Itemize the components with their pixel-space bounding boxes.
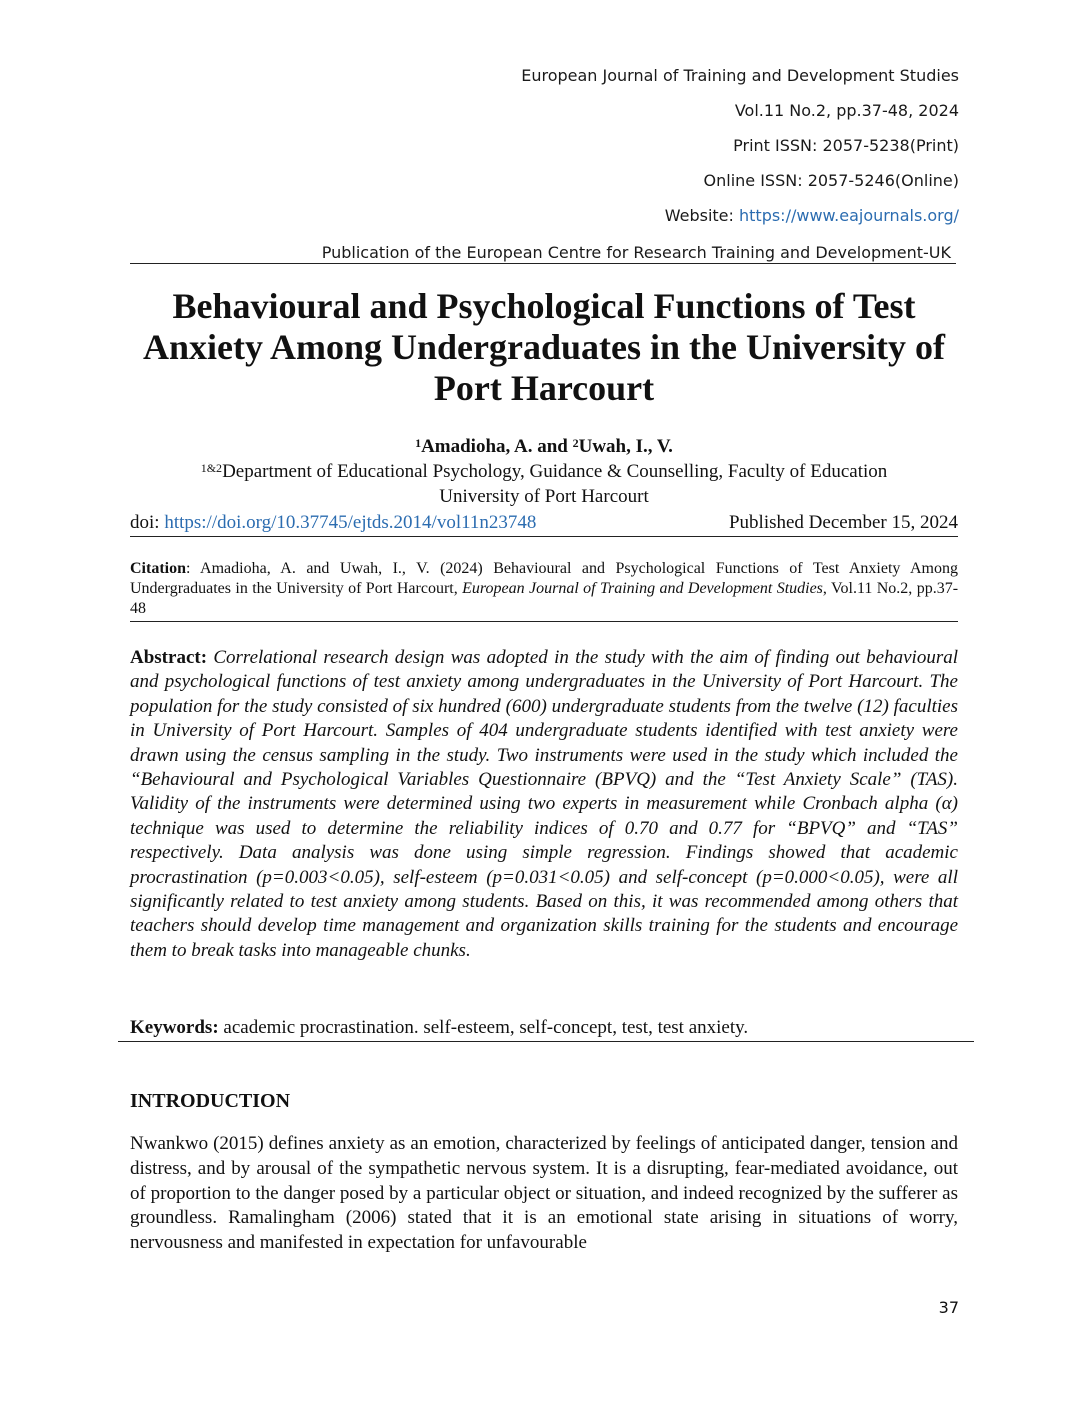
website-line [665,206,959,226]
author-block [130,434,958,509]
doi-left [130,511,536,535]
paper-title: Behavioural and Psychological Functions of Test Anxiety Among Undergraduates in the University of Port Harcourt [143,286,945,408]
keywords-block [130,1016,958,1040]
citation-block [130,559,958,619]
citation-text2: , Vol.11 No.2, pp.37-48 [130,580,959,617]
citation-rule [130,621,958,622]
keywords-text: academic procrastination. self-esteem, self-concept, test, test anxiety. [218,1017,749,1038]
website-link[interactable]: https://www.eajournals.org/ [739,206,959,225]
section-heading: INTRODUCTION [130,1090,291,1112]
website-label: Website: [664,206,739,225]
keywords-rule [118,1041,974,1042]
author2-name: Uwah, I., V. [578,436,673,457]
affiliation-line [130,459,958,484]
doi-link[interactable]: https://doi.org/10.37745/ejtds.2014/vol11n23748 [164,512,537,533]
keywords-label: Keywords: [130,1017,219,1038]
published-date: Published December 15, 2024 [728,512,958,533]
abstract-text: Correlational research design was adopted in the study with the aim of finding out behavioural and psychological functions of test anxiety among undergraduates in the University of Port Harcourt. The population for the study consisted of six hundred (600) undergraduate students from the twelve (12) faculties in University of Port Harcourt. Samples of 404 undergraduate students identified with test anxiety were drawn using the census sampling in the study. Two instruments were used in the study which included the “Behavioural and Psychological Variables Questionnaire (BPVQ) and the “Test Anxiety Scale” (TAS). Validity of the instruments were determined using two experts in measurement while Cronbach alpha (α) technique was used to determine the reliability indices of 0.70 and 0.77 for “BPVQ” and “TAS” respectively. Data analysis was done using simple regression. Findings showed that academic procrastination (p=0.003<0.05), self-esteem (p=0.031<0.05) and self-concept (p=0.000<0.05), were all significantly related to test anxiety among students. Based on this, it was recommended among others that teachers should develop time management and organization skills training for the students and encourage them to break tasks into manageable chunks. [130,647,958,961]
author2-sup: 2 [572,436,579,450]
header-rule [130,263,956,264]
author1-name: Amadioha, A. and [421,436,573,457]
abstract-block [130,646,958,963]
citation-journal: European Journal of Training and Development Studies [462,580,823,597]
doi-rule [130,536,958,537]
affiliation-text: Department of Educational Psychology, Guidance & Counselling, Faculty of Education [222,461,888,482]
intro-paragraph: Nwankwo (2015) defines anxiety as an emotion, characterized by feelings of anticipated danger, tension and distress, and by arousal of the sympathetic nervous system. It is a disrupting, fear-mediated avoidance, out of proportion to the danger posed by a particular object or situation, and indeed recognized by the sufferer as groundless. Ramalingham (2006) stated that it is an emotional state arising in situations of worry, nervousness and manifested in expectation for unfavourable [130,1133,958,1254]
print-issn: Print ISSN: 2057-5238(Print) [733,136,959,155]
abstract-label: Abstract: [130,647,208,668]
citation-label: Citation [130,560,186,577]
publisher-line: Publication of the European Centre for Research Training and Development-UK [321,243,951,262]
volume-info: Vol.11 No.2, pp.37-48, 2024 [734,101,959,120]
page-number: 37 [938,1298,959,1317]
citation-text1: : Amadioha, A. and Uwah, I., V. (2024) Behavioural and Psychological Functions of Test Anxiety Among Undergraduates in the University of Port Harcourt, [130,560,958,597]
doi-label: doi: [130,512,165,533]
university-line: University of Port Harcourt [439,486,649,507]
online-issn: Online ISSN: 2057-5246(Online) [703,171,959,190]
affiliation-sup: 1&2 [200,461,223,475]
author1-sup: 1 [415,436,422,450]
author-names [130,434,958,459]
doi-line [130,511,958,535]
journal-name: European Journal of Training and Development Studies [521,66,959,85]
